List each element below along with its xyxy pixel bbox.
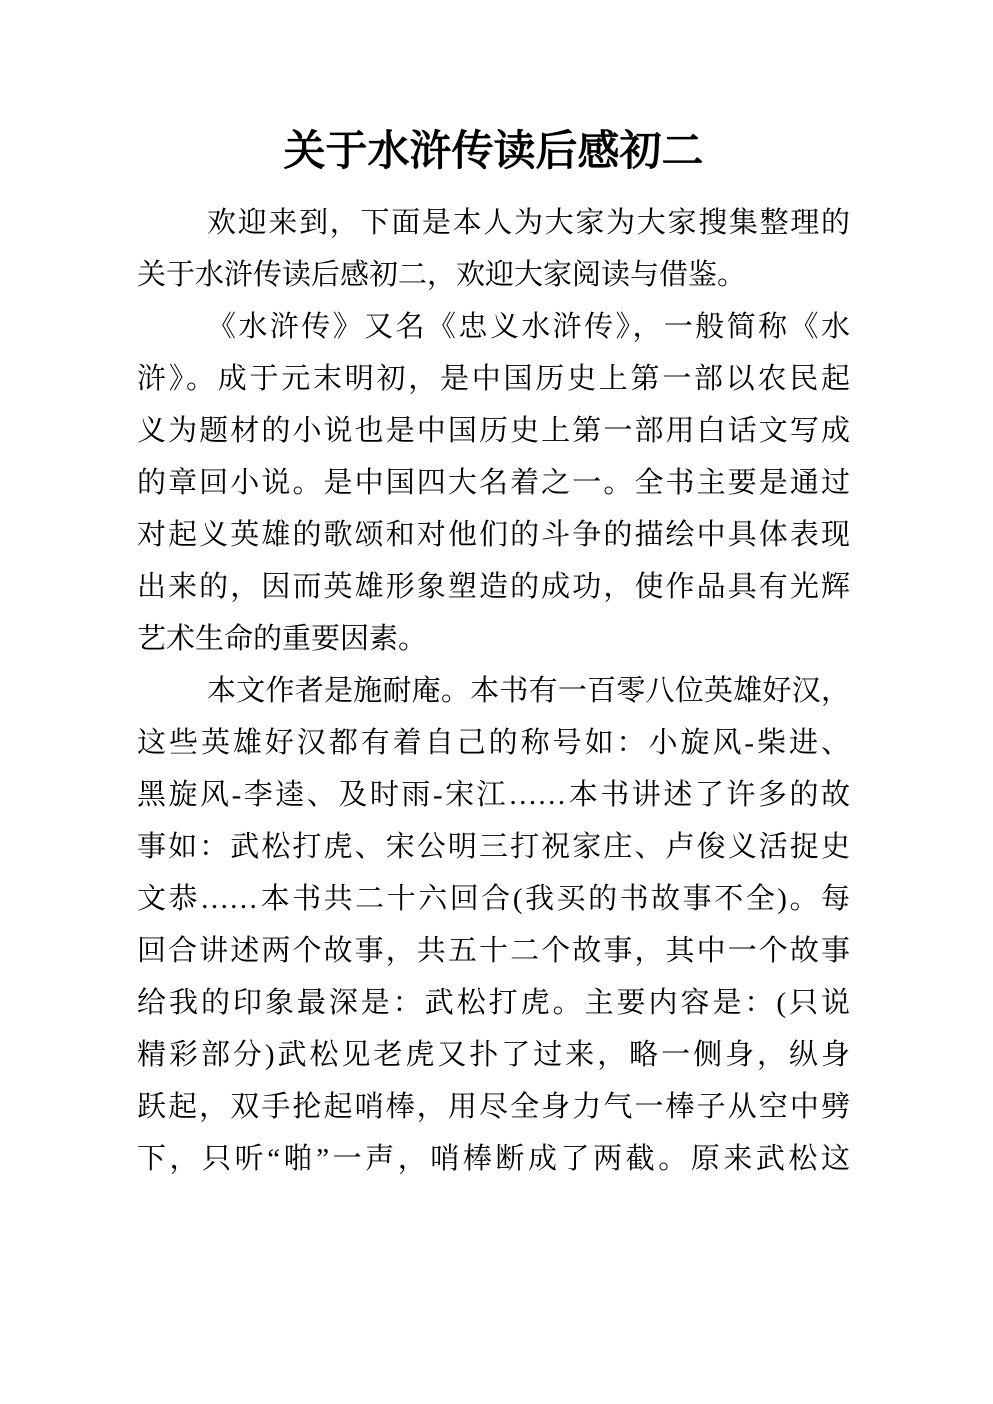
text-line: 出来的，因而英雄形象塑造的成功，使作品具有光辉 [137, 571, 850, 603]
text-line: 义为题材的小说也是中国历史上第一部用白话文写成 [137, 415, 850, 447]
text-line: 艺术生命的重要因素。 [137, 623, 428, 655]
page-title: 关于水浒传读后感初二 [283, 127, 704, 174]
text-line: 关于水浒传读后感初二，欢迎大家阅读与借鉴。 [137, 259, 747, 291]
text-line: 黑旋风-李逵、及时雨-宋江……本书讲述了许多的故 [137, 779, 850, 811]
text-line: 精彩部分)武松见老虎又扑了过来，略一侧身，纵身 [137, 1039, 850, 1071]
paragraph [137, 665, 850, 1185]
text-line: 回合讲述两个故事，共五十二个故事，其中一个故事 [137, 935, 850, 967]
text-line: 《水浒传》又名《忠义水浒传》，一般简称《水 [207, 311, 850, 343]
text-line: 欢迎来到，下面是本人为大家为大家搜集整理的 [207, 207, 850, 239]
text-line: 事如：武松打虎、宋公明三打祝家庄、卢俊义活捉史 [137, 831, 850, 863]
document-body [137, 197, 850, 1185]
text-line: 跃起，双手抡起哨棒，用尽全身力气一棒子从空中劈 [137, 1091, 850, 1123]
text-line: 给我的印象最深是：武松打虎。主要内容是：(只说 [137, 987, 850, 1019]
text-line: 下，只听“啪”一声，哨棒断成了两截。原来武松这 [137, 1143, 850, 1175]
text-line: 这些英雄好汉都有着自己的称号如：小旋风-柴进、 [137, 727, 850, 759]
text-line: 对起义英雄的歌颂和对他们的斗争的描绘中具体表现 [137, 519, 850, 551]
text-line: 浒》。成于元末明初，是中国历史上第一部以农民起 [137, 363, 850, 395]
text-line: 文恭……本书共二十六回合(我买的书故事不全)。每 [137, 883, 850, 915]
text-line: 本文作者是施耐庵。本书有一百零八位英雄好汉， [207, 675, 850, 707]
paragraph [137, 197, 850, 301]
text-line: 的章回小说。是中国四大名着之一。全书主要是通过 [137, 467, 850, 499]
paragraph [137, 301, 850, 665]
